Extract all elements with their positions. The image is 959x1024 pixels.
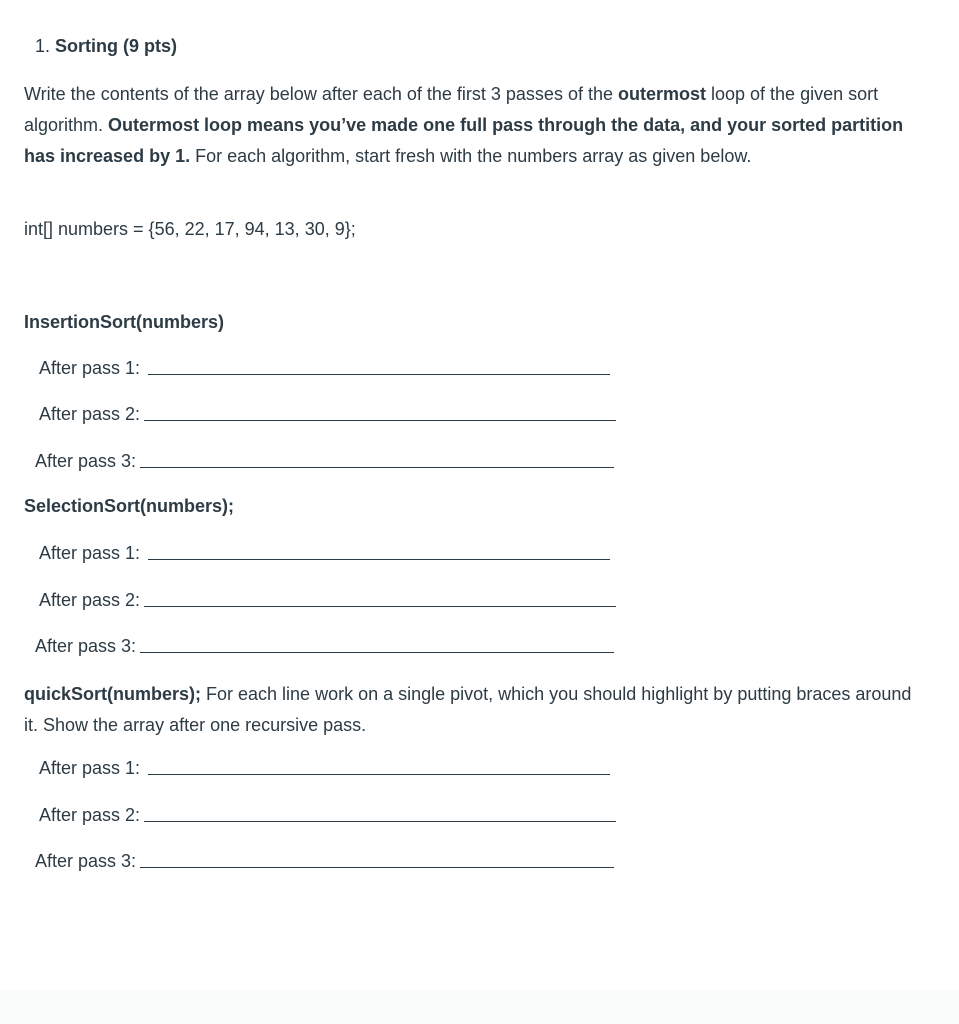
selection-pass-3-label: After pass 3: — [35, 636, 137, 656]
quick-sort-heading: quickSort(numbers); — [24, 684, 202, 704]
selection-pass-1-label: After pass 1: — [39, 543, 141, 563]
insertion-sort-heading: InsertionSort(numbers) — [24, 312, 225, 332]
insertion-pass-3-answer-line[interactable] — [140, 466, 614, 468]
quick-pass-2-row — [39, 805, 616, 826]
selection-pass-3-row — [35, 636, 614, 657]
quick-pass-2-answer-line[interactable] — [144, 820, 616, 822]
question-title-text: Sorting (9 pts) — [55, 36, 178, 56]
insertion-pass-1-row — [39, 358, 610, 379]
selection-pass-3-answer-line[interactable] — [140, 651, 614, 653]
quick-pass-1-answer-line[interactable] — [148, 773, 610, 775]
selection-pass-1-answer-line[interactable] — [148, 558, 610, 560]
quick-pass-1-label: After pass 1: — [39, 758, 141, 778]
selection-pass-1-row — [39, 543, 610, 564]
instructions-text-3: For each algorithm, start fresh with the numbers array as given below. — [190, 146, 752, 166]
insertion-pass-3-row — [35, 451, 614, 472]
insertion-pass-2-answer-line[interactable] — [144, 419, 616, 421]
quick-pass-3-row — [35, 851, 614, 872]
selection-sort-heading: SelectionSort(numbers); — [24, 496, 235, 516]
quick-pass-1-row — [39, 758, 610, 779]
question-number: 1. — [35, 36, 51, 56]
insertion-pass-1-answer-line[interactable] — [148, 373, 610, 375]
selection-pass-2-answer-line[interactable] — [144, 605, 616, 607]
instructions-bold-outermost: outermost — [617, 84, 706, 104]
instructions-paragraph — [24, 79, 924, 172]
quick-pass-3-answer-line[interactable] — [140, 866, 614, 868]
quick-sort-description: For each line work on a single pivot, which you should highlight by putting braces around it. Show the array after one recursive pass. — [24, 684, 912, 735]
instructions-text-2: loop of the given sort algorithm. — [24, 84, 879, 135]
insertion-pass-2-row — [39, 404, 616, 425]
question-title — [35, 36, 177, 57]
quick-pass-2-label: After pass 2: — [39, 805, 141, 825]
array-declaration: int[] numbers = {56, 22, 17, 94, 13, 30, 9}; — [24, 219, 356, 239]
selection-pass-2-row — [39, 590, 616, 611]
insertion-pass-3-label: After pass 3: — [35, 451, 137, 471]
quick-pass-3-label: After pass 3: — [35, 851, 137, 871]
insertion-pass-1-label: After pass 1: — [39, 358, 141, 378]
page-footer-band — [0, 990, 959, 1024]
selection-pass-2-label: After pass 2: — [39, 590, 141, 610]
quick-sort-paragraph — [24, 679, 924, 741]
instructions-text-1: Write the contents of the array below after each of the first 3 passes of the — [24, 84, 618, 104]
instructions-bold-definition: Outermost loop means you’ve made one full pass through the data, and your sorted partition has increased by 1. — [24, 115, 904, 166]
insertion-pass-2-label: After pass 2: — [39, 404, 141, 424]
